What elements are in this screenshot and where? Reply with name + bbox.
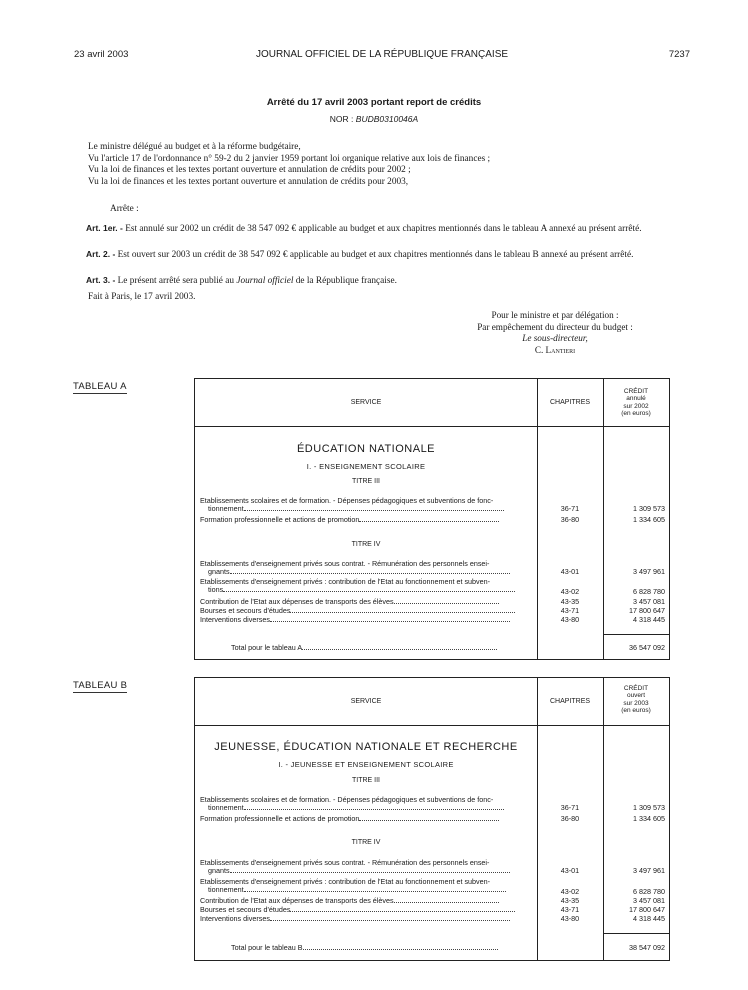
row-amount: 1 309 573 [633,504,665,513]
total-rule [603,933,669,934]
col-header-credit-line: CRÉDIT [623,685,649,692]
article-3-journal-name: Journal officiel [236,276,294,286]
total-rule [603,634,669,635]
row-chapitre: 43-02 [560,887,580,896]
titre-heading: TITRE IV [351,839,381,846]
signature-line-3: Le sous-directeur, [522,333,588,343]
header-date: 23 avril 2003 [74,49,129,60]
col-header-credit-line: (en euros) [621,410,651,418]
titre-heading: TITRE IV [351,541,381,548]
nor-code: BUDB0310046A [355,114,419,124]
row-amount: 17 800 647 [629,606,665,615]
row-chapitre: 43-35 [560,896,580,905]
row-amount: 17 800 647 [629,905,665,914]
row-label: Interventions diverses [200,615,270,624]
preamble [88,142,700,188]
preamble-line: Le ministre délégué au budget et à la réforme budgétaire, [88,142,301,152]
row-label-cont: gnants [208,567,230,576]
row-label: Etablissements d'enseignement privés : contribution de l'Etat au fonctionnement et subven- [200,577,491,586]
row-amount: 3 457 081 [633,597,665,606]
article-2 [74,249,700,262]
row-chapitre: 43-35 [560,597,580,606]
col-header-chapitres: CHAPITRES [549,698,591,705]
row-label-cont: tionnement [208,803,244,812]
arrete-heading: Arrête : [110,204,139,214]
row-label: Etablissements d'enseignement privés sous contrat. - Rémunération des personnels ensei- [200,559,490,568]
article-1 [74,223,700,236]
row-label: Bourses et secours d'études [200,606,291,615]
row-label: Formation professionnelle et actions de promotion [200,814,360,823]
row-chapitre: 43-01 [560,567,580,576]
preamble-line: Vu la loi de finances et les textes portant ouverture et annulation de crédits pour 2003, [88,176,409,187]
fait-a-paris: Fait à Paris, le 17 avril 2003. [88,292,196,302]
signature-line-2: Par empêchement du directeur du budget : [477,321,633,332]
total-label: Total pour le tableau B [231,943,303,952]
row-amount: 1 309 573 [633,803,665,812]
tableau-b [194,677,670,961]
row-label: Formation professionnelle et actions de promotion [200,515,360,524]
row-label: Bourses et secours d'études [200,905,291,914]
article-1-text: Est annulé sur 2002 un crédit de 38 547 092 € applicable au budget et aux chapitres mentionnés dans le tableau A annexé au présent arrêté. [125,224,642,234]
row-amount: 6 828 780 [633,587,665,596]
section-name: I. - JEUNESSE ET ENSEIGNEMENT SCOLAIRE [278,760,454,769]
col-header-service: SERVICE [350,698,382,705]
col-header-credit-line: sur 2003 [623,699,649,707]
row-amount: 3 457 081 [633,896,665,905]
signature-line-1: Pour le ministre et par délégation : [491,310,619,320]
tableau-a-label: TABLEAU A [73,381,127,392]
row-chapitre: 36-71 [560,803,580,812]
row-label-cont: tionnement [208,504,244,513]
row-chapitre: 43-71 [560,606,580,615]
row-label: Etablissements d'enseignement privés sous contrat. - Rémunération des personnels ensei- [200,858,490,867]
row-label: Etablissements d'enseignement privés : contribution de l'Etat au fonctionnement et subven- [200,877,491,886]
ministry-name: JEUNESSE, ÉDUCATION NATIONALE ET RECHERCHE [214,741,518,753]
decree-title: Arrêté du 17 avril 2003 portant report de crédits [266,97,482,108]
row-amount: 4 318 445 [633,615,665,624]
row-chapitre: 43-71 [560,905,580,914]
row-label-cont: tionnement [208,885,244,894]
col-header-credit [603,388,669,418]
row-amount: 1 334 605 [633,515,665,524]
row-label: Contribution de l'Etat aux dépenses de transports des élèves [200,896,394,905]
preamble-line: Vu l'article 17 de l'ordonnance n° 59-2 du 2 janvier 1959 portant loi organique relative aux lois de finances ; [88,153,491,164]
article-3-text-before: Le présent arrêté sera publié au [117,276,235,286]
col-header-credit [603,685,669,715]
article-2-label: Art. 2. - [86,249,116,259]
header-page-number: 7237 [668,49,690,60]
row-amount: 3 497 961 [633,567,665,576]
col-header-service: SERVICE [350,399,382,406]
signature-block [440,310,670,356]
row-label: Contribution de l'Etat aux dépenses de transports des élèves [200,597,394,606]
row-chapitre: 36-71 [560,504,580,513]
article-2-text: Est ouvert sur 2003 un crédit de 38 547 092 € applicable au budget et aux chapitres mentionnés dans le tableau B annexé au présent arrêté. [117,250,634,260]
page-header [74,49,690,63]
row-amount: 1 334 605 [633,814,665,823]
row-chapitre: 36-80 [560,814,580,823]
col-header-credit-line: (en euros) [621,707,651,715]
row-label-cont: gnants [208,866,230,875]
total-amount: 36 547 092 [629,643,665,652]
row-label: Etablissements scolaires et de formation. - Dépenses pédagogiques et subventions de fonc- [200,496,494,505]
total-amount: 38 547 092 [629,943,665,952]
row-label: Interventions diverses [200,914,270,923]
signatory-name: C. Lantieri [534,344,576,355]
row-chapitre: 43-02 [560,587,580,596]
row-label-cont: tions [208,585,224,594]
article-3-text-after: de la République française. [295,276,397,286]
titre-heading: TITRE III [352,777,380,784]
row-chapitre: 43-80 [560,914,580,923]
header-journal-title: JOURNAL OFFICIEL DE LA RÉPUBLIQUE FRANÇAISE [255,49,509,60]
col-header-credit-line: CRÉDIT [623,388,649,395]
row-amount: 6 828 780 [633,887,665,896]
col-header-credit-line: sur 2002 [623,402,649,410]
article-3 [74,275,700,288]
row-amount: 3 497 961 [633,866,665,875]
preamble-line: Vu la loi de finances et les textes portant ouverture et annulation de crédits pour 2002 ; [88,165,411,175]
article-3-label: Art. 3. - [86,275,116,285]
row-amount: 4 318 445 [633,914,665,923]
col-header-chapitres: CHAPITRES [549,399,591,406]
section-name: I. - ENSEIGNEMENT SCOLAIRE [306,462,426,471]
nor-label: NOR : [329,114,354,124]
total-label: Total pour le tableau A [231,643,303,652]
tableau-a [194,378,670,660]
row-chapitre: 43-80 [560,615,580,624]
ministry-name: ÉDUCATION NATIONALE [296,443,436,455]
col-header-credit-line: ouvert [626,692,646,700]
article-1-label: Art. 1er. - [86,223,123,233]
tableau-b-label: TABLEAU B [73,680,128,691]
col-header-credit-line: annulé [626,395,646,403]
nor-reference [0,114,748,124]
row-chapitre: 43-01 [560,866,580,875]
row-chapitre: 36-80 [560,515,580,524]
row-label: Etablissements scolaires et de formation. - Dépenses pédagogiques et subventions de fonc- [200,795,494,804]
titre-heading: TITRE III [352,478,380,485]
